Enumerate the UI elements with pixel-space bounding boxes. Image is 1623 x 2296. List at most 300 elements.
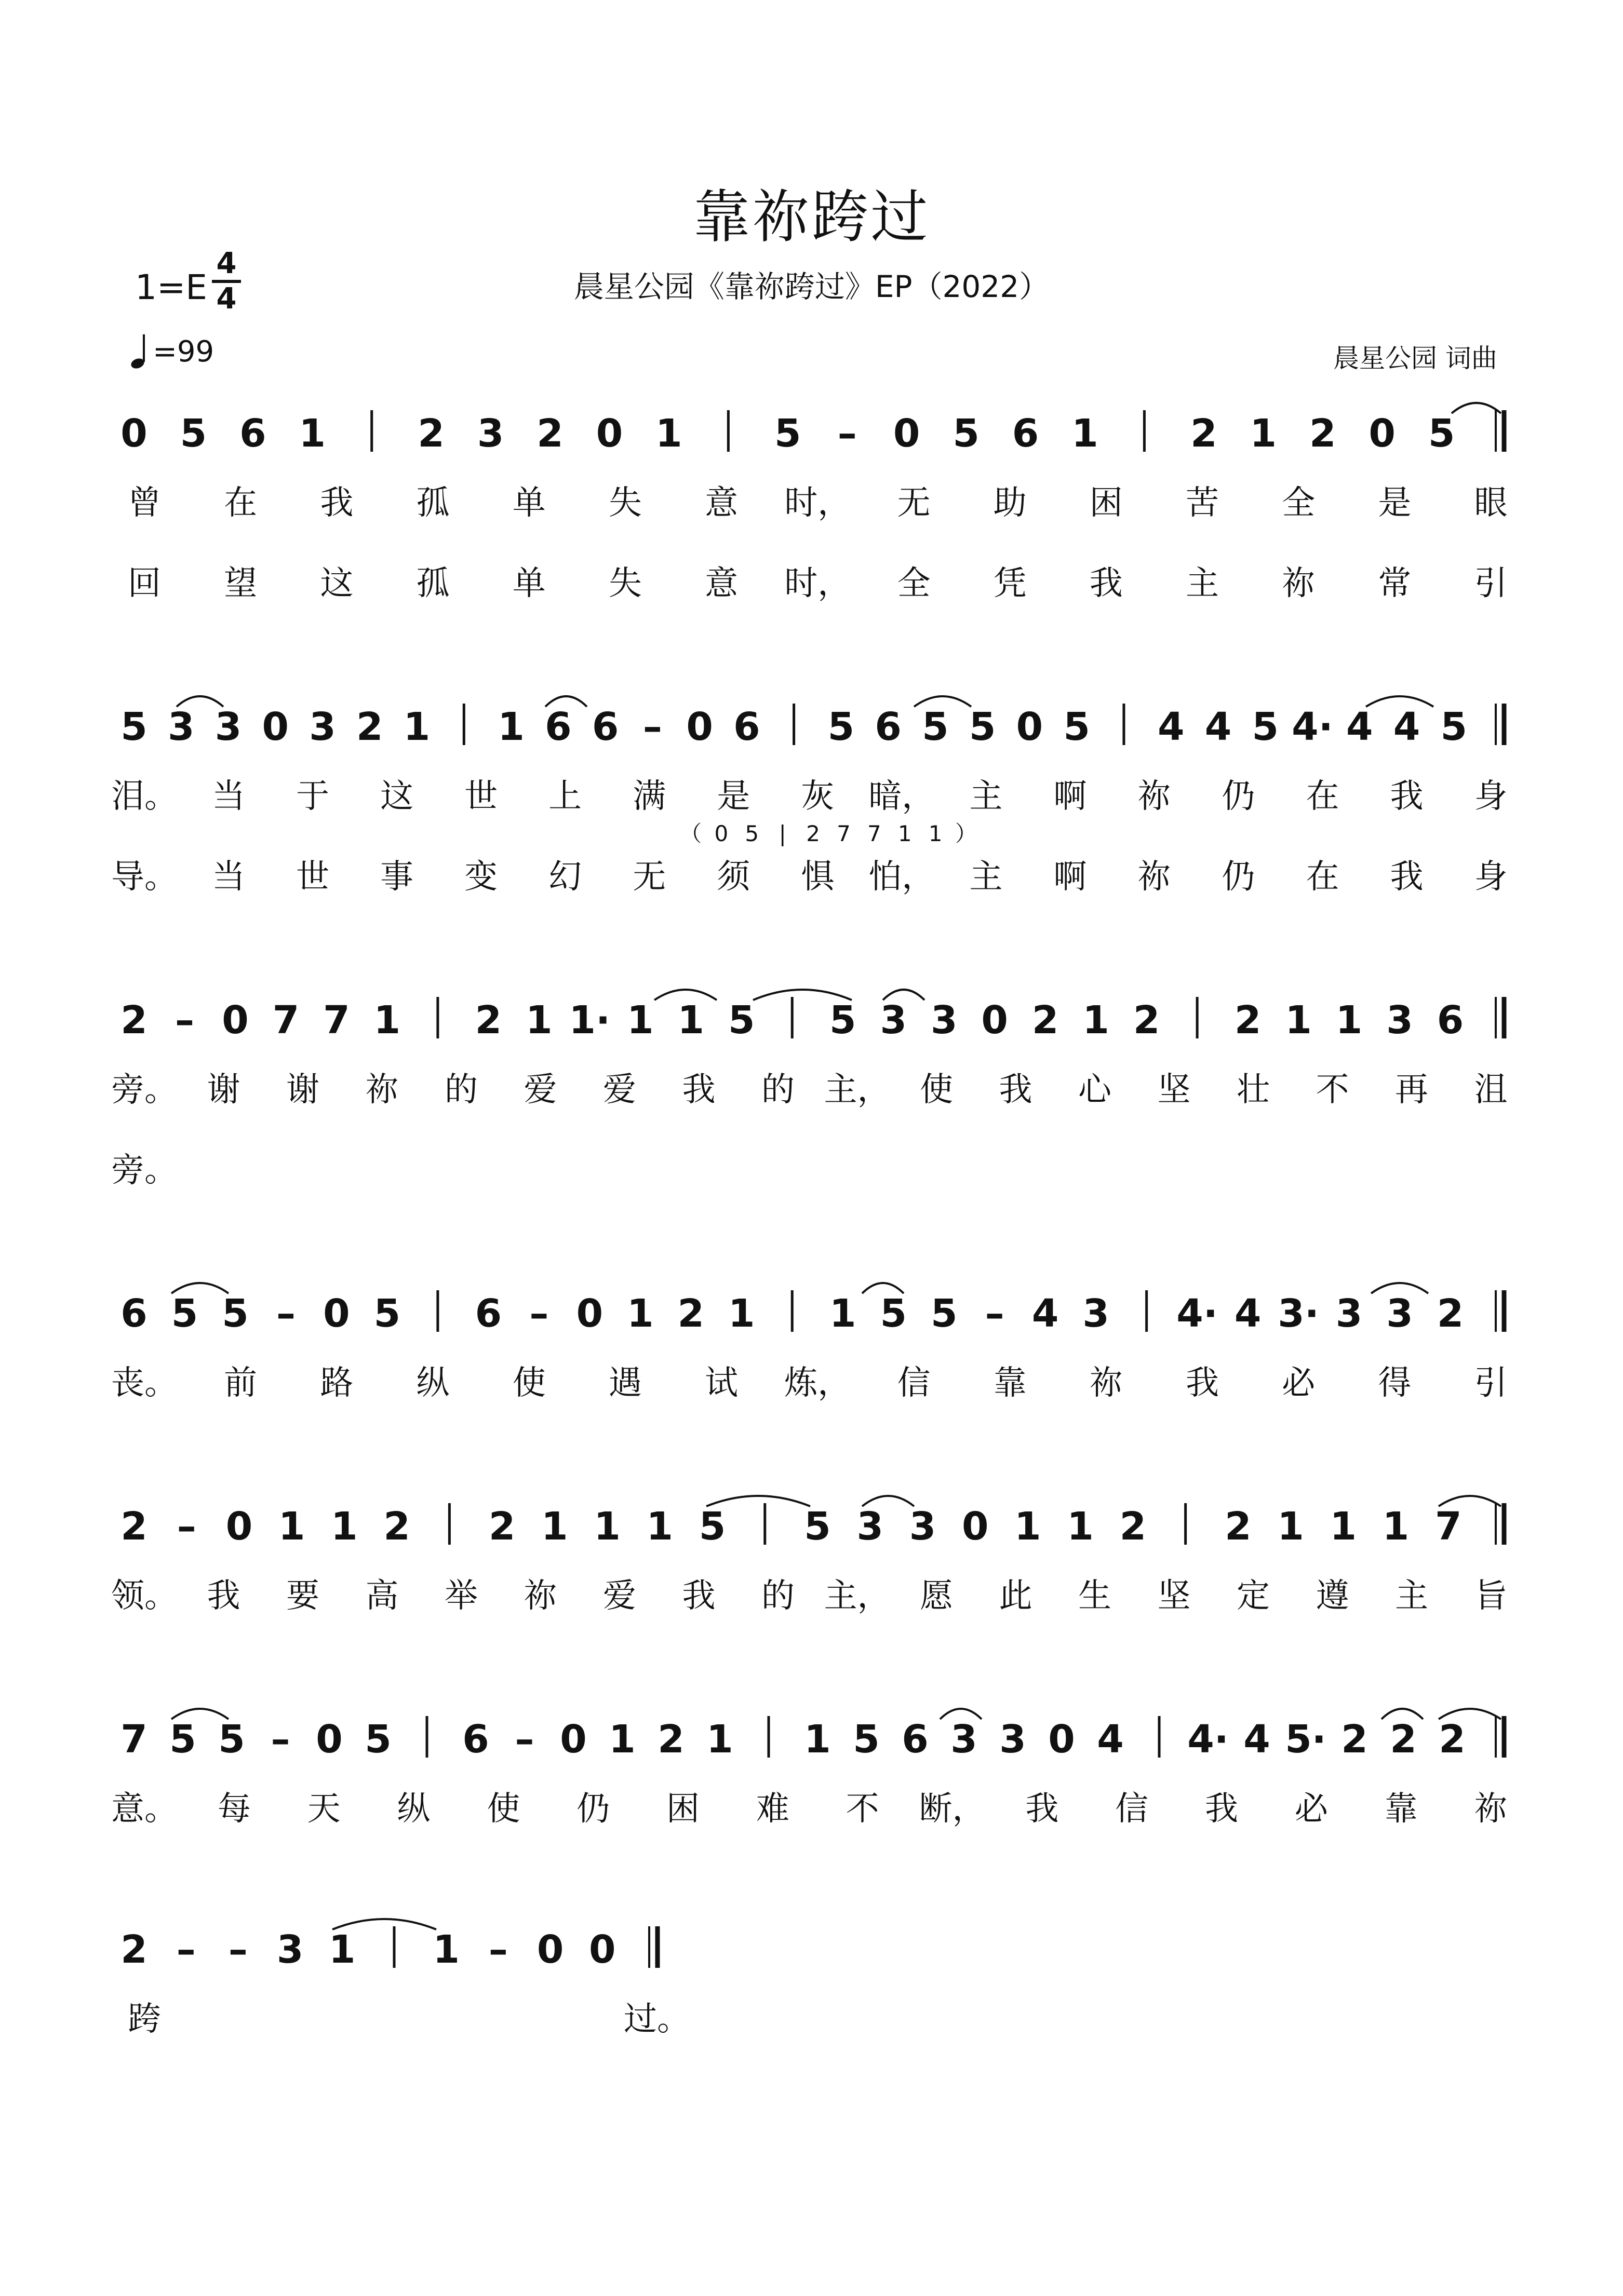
lyric-syllable: 仍 (576, 1790, 610, 1828)
note: 0 (1016, 705, 1043, 749)
note: 0 (576, 1291, 603, 1336)
lyric-syllable: 困 (1089, 484, 1123, 522)
lyric-syllable: 主 (969, 777, 1003, 816)
lyric-syllable: 当 (212, 858, 246, 896)
lyric-syllable: 这 (320, 564, 354, 603)
lyric-syllable: 引 (1474, 1364, 1508, 1402)
lyric-syllable: 天 (307, 1790, 341, 1828)
note: 5 (969, 705, 996, 749)
lyric-syllable: 主 (1395, 1577, 1429, 1615)
lyric-syllable: 路 (320, 1364, 354, 1402)
note: 0 (981, 998, 1008, 1043)
note: 3 (930, 998, 958, 1043)
lyric-syllable: 曾 (128, 484, 161, 522)
lyric-syllable: 祢 (1474, 1790, 1508, 1828)
note: 0 (1369, 411, 1396, 456)
lyric-syllable: 使 (512, 1364, 546, 1402)
note: 2 (475, 998, 502, 1043)
lyric-syllable: 意 (705, 564, 739, 603)
lyric-syllable: 单 (512, 564, 546, 603)
lyric-syllable: 全 (1282, 484, 1316, 522)
note: 3 (909, 1504, 936, 1549)
note: 2 (1119, 1504, 1147, 1549)
note: 3 (950, 1717, 977, 1762)
lyric-syllable: 我 (682, 1071, 716, 1109)
note: – (529, 1291, 549, 1336)
note: 0 (893, 411, 920, 456)
note: 2 (356, 705, 383, 749)
note: 5 (169, 1717, 196, 1762)
lyric-syllable: 我 (1205, 1790, 1239, 1828)
note: 6 (462, 1717, 489, 1762)
note: 0 (596, 411, 623, 456)
note: 5 (1440, 705, 1467, 749)
key-signature: 1=E (135, 267, 207, 307)
note: 1 (403, 705, 431, 749)
note: 6 (120, 1291, 147, 1336)
note: 0 (1048, 1717, 1075, 1762)
note: 1 (1330, 1504, 1357, 1549)
lyric-syllable: 高 (365, 1577, 399, 1615)
lyric-syllable: 这 (380, 777, 414, 816)
lyric-syllable: 愿 (920, 1577, 954, 1615)
note: 1· (569, 998, 611, 1043)
lyric-syllable: 是 (717, 777, 750, 816)
note: 5 (953, 411, 980, 456)
lyric-syllable: 信 (897, 1364, 931, 1402)
note: 1 (646, 1504, 674, 1549)
note: 1 (804, 1717, 831, 1762)
note: 1 (655, 411, 682, 456)
note: 1 (1067, 1504, 1094, 1549)
lyric-syllable: 怕， (868, 858, 935, 896)
lyric-syllable: 使 (920, 1071, 954, 1109)
lyric-syllable: 无 (633, 858, 666, 896)
lyric-syllable: 我 (682, 1577, 716, 1615)
note: 3 (214, 705, 242, 749)
lyric-syllable: 失 (608, 484, 642, 522)
note: 4 (1204, 705, 1232, 749)
note: – (515, 1717, 534, 1762)
lyric-syllable: 得 (1378, 1364, 1412, 1402)
lyric-syllable: 坚 (1157, 1577, 1191, 1615)
lyric-syllable: 主， (824, 1071, 891, 1109)
lyric-syllable: 身 (1474, 777, 1508, 816)
note: 5 (853, 1717, 880, 1762)
lyric-syllable: 过。 (623, 2000, 690, 2038)
lyric-syllable: 引 (1474, 564, 1508, 603)
lyric-syllable: 我 (1185, 1364, 1219, 1402)
note: 5 (930, 1291, 958, 1336)
lyric-syllable: 必 (1294, 1790, 1328, 1828)
note: 2 (1390, 1717, 1417, 1762)
note: – (642, 705, 662, 749)
note: – (271, 1717, 290, 1762)
note: 5 (728, 998, 755, 1043)
note: 4 (1243, 1717, 1270, 1762)
tempo-value: =99 (153, 334, 214, 369)
lyric-syllable: 我 (1025, 1790, 1059, 1828)
note: 6 (239, 411, 266, 456)
lyric-syllable: 祢 (524, 1577, 557, 1615)
lyric-syllable: 事 (380, 858, 414, 896)
alt-notation-symbol: 7 (867, 821, 881, 846)
note: 1 (433, 1927, 460, 1972)
note: 7 (1435, 1504, 1462, 1549)
lyric-syllable: 的 (761, 1577, 795, 1615)
lyric-syllable: 在 (1306, 858, 1339, 896)
lyric-syllable: 孤 (416, 564, 450, 603)
note: 6 (1012, 411, 1039, 456)
lyric-syllable: 孤 (416, 484, 450, 522)
lyric-syllable: 炼， (784, 1364, 851, 1402)
note: 4 (1157, 705, 1185, 749)
lyric-syllable: 泪。 (111, 777, 178, 816)
note: 5 (373, 1291, 401, 1336)
note: 2 (1341, 1717, 1368, 1762)
note: 7 (323, 998, 350, 1043)
note: 1 (1071, 411, 1098, 456)
lyric-syllable: 眼 (1474, 484, 1508, 522)
note: 4· (1187, 1717, 1229, 1762)
note: 4 (1393, 705, 1420, 749)
lyric-syllable: 于 (296, 777, 330, 816)
note: 4 (1097, 1717, 1124, 1762)
lyric-syllable: 回 (128, 564, 161, 603)
note: – (177, 1504, 196, 1549)
note: – (276, 1291, 296, 1336)
lyric-syllable: 断， (919, 1790, 986, 1828)
lyric-syllable: 我 (1089, 564, 1123, 603)
lyric-syllable: 须 (717, 858, 750, 896)
alt-notation-symbol: | (779, 821, 786, 846)
lyric-syllable: 上 (548, 777, 582, 816)
note: 0 (961, 1504, 989, 1549)
note: 6 (475, 1291, 502, 1336)
note: 3 (168, 705, 195, 749)
lyric-syllable: 导。 (111, 858, 178, 896)
lyric-syllable: 主 (1185, 564, 1219, 603)
lyric-syllable: 壮 (1237, 1071, 1270, 1109)
time-signature-top: 4 (216, 247, 237, 280)
lyric-syllable: 遇 (608, 1364, 642, 1402)
note: 2 (488, 1504, 516, 1549)
note: 2 (1439, 1717, 1466, 1762)
note: 6 (902, 1717, 929, 1762)
lyric-syllable: 意。 (111, 1790, 178, 1828)
note: 1 (526, 998, 553, 1043)
lyric-syllable: 意 (705, 484, 739, 522)
note: 1 (1285, 998, 1312, 1043)
lyric-syllable: 定 (1237, 1577, 1270, 1615)
note: 2 (1225, 1504, 1252, 1549)
lyric-syllable: 此 (999, 1577, 1032, 1615)
note: 2 (1309, 411, 1336, 456)
note: 2 (383, 1504, 410, 1549)
lyric-syllable: 遵 (1316, 1577, 1349, 1615)
note: 5 (365, 1717, 392, 1762)
alt-notation-symbol: 0 (714, 821, 729, 846)
lyric-syllable: 时， (784, 484, 851, 522)
lyric-syllable: 沮 (1474, 1071, 1508, 1109)
lyric-syllable: 身 (1474, 858, 1508, 896)
note: 2 (1437, 1291, 1464, 1336)
lyric-syllable: 纵 (397, 1790, 431, 1828)
lyric-syllable: 我 (999, 1071, 1032, 1109)
note: 3 (1386, 1291, 1413, 1336)
note: – (175, 998, 194, 1043)
note: 0 (316, 1717, 343, 1762)
note: 3 (1082, 1291, 1109, 1336)
note: 2 (1133, 998, 1160, 1043)
lyric-syllable: 在 (224, 484, 258, 522)
note: 6 (1437, 998, 1464, 1043)
lyric-syllable: 纵 (416, 1364, 450, 1402)
note: 0 (323, 1291, 350, 1336)
note: 1 (627, 998, 654, 1043)
lyric-syllable: 爱 (603, 1071, 637, 1109)
note: 5 (218, 1717, 245, 1762)
lyric-syllable: 幻 (548, 858, 582, 896)
note: 2 (1031, 998, 1059, 1043)
lyric-syllable: 爱 (603, 1577, 637, 1615)
lyric-syllable: 要 (286, 1577, 320, 1615)
note: 3 (276, 1927, 304, 1972)
lyric-syllable: 旨 (1474, 1577, 1508, 1615)
note: 1 (373, 998, 401, 1043)
note: 2 (536, 411, 564, 456)
lyric-syllable: 仍 (1222, 858, 1255, 896)
note: – (837, 411, 857, 456)
lyric-syllable: 的 (761, 1071, 795, 1109)
note: 5 (120, 705, 147, 749)
lyric-syllable: 每 (217, 1790, 251, 1828)
lyric-syllable: 凭 (993, 564, 1027, 603)
lyric-syllable: 祢 (1137, 858, 1171, 896)
note: 7 (272, 998, 300, 1043)
note: 5 (804, 1504, 831, 1549)
lyric-syllable: 变 (464, 858, 498, 896)
note: 5 (922, 705, 949, 749)
alt-notation-symbol: ） (955, 821, 977, 846)
note: 1 (1250, 411, 1277, 456)
lyric-syllable: 仍 (1222, 777, 1255, 816)
note: – (985, 1291, 1004, 1336)
note: 1 (331, 1504, 358, 1549)
lyric-syllable: 主 (969, 858, 1003, 896)
lyric-syllable: 望 (224, 564, 258, 603)
note: 1 (278, 1504, 305, 1549)
note: 6 (875, 705, 902, 749)
note: 2 (120, 1504, 147, 1549)
lyric-syllable: 再 (1395, 1071, 1429, 1109)
lyric-syllable: 不 (846, 1790, 879, 1828)
lyric-syllable: 祢 (1137, 777, 1171, 816)
lyric-syllable: 试 (705, 1364, 739, 1402)
alt-notation-symbol: 1 (897, 821, 912, 846)
note: 1 (627, 1291, 654, 1336)
song-subtitle: 晨星公园《靠祢跨过》EP（2022） (573, 269, 1050, 304)
note: 0 (262, 705, 289, 749)
note: 1 (1014, 1504, 1041, 1549)
lyric-syllable: 常 (1378, 564, 1412, 603)
note: 1 (299, 411, 326, 456)
lyric-syllable: 苦 (1185, 484, 1219, 522)
lyric-syllable: 靠 (1384, 1790, 1418, 1828)
note: 4 (1346, 705, 1373, 749)
lyric-syllable: 必 (1282, 1364, 1316, 1402)
note: 0 (225, 1504, 253, 1549)
lyric-syllable: 靠 (993, 1364, 1027, 1402)
note: 0 (536, 1927, 564, 1972)
alt-notation-symbol: 1 (928, 821, 943, 846)
note: 2 (1190, 411, 1217, 456)
note: 5 (829, 998, 856, 1043)
note: 5 (827, 705, 855, 749)
lyric-syllable: 丧。 (111, 1364, 178, 1402)
note: 6 (592, 705, 619, 749)
lyric-syllable: 跨 (128, 2000, 161, 2038)
note: 5 (1063, 705, 1090, 749)
lyric-syllable: 信 (1115, 1790, 1149, 1828)
note: 1 (594, 1504, 621, 1549)
slur (1452, 403, 1501, 413)
lyric-syllable: 心 (1078, 1071, 1112, 1109)
lyric-syllable: 世 (464, 777, 498, 816)
alt-notation-symbol: 2 (806, 821, 820, 846)
note: 1 (829, 1291, 856, 1336)
lyric-syllable: 全 (897, 564, 931, 603)
alt-notation-symbol: （ (679, 821, 702, 846)
note: 3 (1386, 998, 1413, 1043)
note: 0 (222, 998, 249, 1043)
lyric-syllable: 单 (512, 484, 546, 522)
note: 5 (699, 1504, 726, 1549)
note: 2 (1234, 998, 1262, 1043)
lyric-syllable: 在 (1306, 777, 1339, 816)
lyric-syllable: 当 (212, 777, 246, 816)
note: 6 (545, 705, 572, 749)
note: 0 (686, 705, 713, 749)
lyric-syllable: 难 (756, 1790, 789, 1828)
lyric-syllable: 使 (487, 1790, 520, 1828)
lyric-syllable: 灰 (801, 777, 835, 816)
note: 1 (541, 1504, 568, 1549)
lyric-syllable: 世 (296, 858, 330, 896)
credit: 晨星公园 词曲 (1333, 343, 1497, 373)
note: 0 (560, 1717, 587, 1762)
lyric-syllable: 祢 (1282, 564, 1316, 603)
lyric-syllable: 满 (633, 777, 666, 816)
lyric-syllable: 爱 (524, 1071, 557, 1109)
lyric-syllable: 失 (608, 564, 642, 603)
lyric-syllable: 旁。 (111, 1151, 178, 1190)
note: 2 (418, 411, 445, 456)
note: 1 (1335, 998, 1363, 1043)
note: 1 (1382, 1504, 1410, 1549)
note: 3 (477, 411, 504, 456)
lyric-syllable: 时， (784, 564, 851, 603)
lyric-syllable: 主， (824, 1577, 891, 1615)
lyric-syllable: 前 (224, 1364, 258, 1402)
lyric-syllable: 的 (445, 1071, 478, 1109)
note: 5· (1285, 1717, 1326, 1762)
lyric-syllable: 我 (1390, 777, 1424, 816)
note: – (228, 1927, 248, 1972)
note: 1 (329, 1927, 356, 1972)
note: 1 (498, 705, 525, 749)
lyric-syllable: 不 (1316, 1071, 1349, 1109)
lyric-syllable: 谢 (286, 1071, 320, 1109)
time-signature-bottom: 4 (216, 282, 237, 316)
note: 5 (171, 1291, 198, 1336)
note: 2 (120, 998, 147, 1043)
lyric-syllable: 助 (993, 484, 1027, 522)
note: 5 (1252, 705, 1279, 749)
note: 3 (1335, 1291, 1363, 1336)
note: 1 (677, 998, 705, 1043)
lyric-syllable: 生 (1078, 1577, 1112, 1615)
note: 2 (658, 1717, 685, 1762)
lyric-syllable: 困 (666, 1790, 700, 1828)
note: 1 (728, 1291, 755, 1336)
note: 3 (856, 1504, 883, 1549)
note: 3· (1278, 1291, 1319, 1336)
note: 1 (706, 1717, 733, 1762)
lyric-syllable: 旁。 (111, 1071, 178, 1109)
lyric-syllable: 领。 (111, 1577, 178, 1615)
note: – (488, 1927, 508, 1972)
lyric-syllable: 举 (445, 1577, 478, 1615)
lyric-syllable: 谢 (207, 1071, 240, 1109)
note: 5 (774, 411, 801, 456)
alt-notation-symbol: 7 (837, 821, 851, 846)
note: 1 (1277, 1504, 1304, 1549)
note: 0 (589, 1927, 616, 1972)
note: 3 (999, 1717, 1026, 1762)
lyric-syllable: 坚 (1157, 1071, 1191, 1109)
lyric-syllable: 啊 (1053, 777, 1087, 816)
note: 3 (880, 998, 907, 1043)
note: 5 (880, 1291, 907, 1336)
note: 2 (120, 1927, 147, 1972)
lyric-syllable: 是 (1378, 484, 1412, 522)
alt-notation-symbol: 5 (745, 821, 759, 846)
note: 4 (1234, 1291, 1262, 1336)
note: 5 (180, 411, 207, 456)
lyric-syllable: 我 (1390, 858, 1424, 896)
lyric-syllable: 惧 (801, 858, 835, 896)
lyric-syllable: 祢 (365, 1071, 399, 1109)
note: 6 (733, 705, 760, 749)
note: 5 (222, 1291, 249, 1336)
lyric-syllable: 暗， (868, 777, 935, 816)
note: 3 (309, 705, 336, 749)
note: 5 (1428, 411, 1455, 456)
lyric-syllable: 啊 (1053, 858, 1087, 896)
note: 2 (677, 1291, 705, 1336)
lyric-syllable: 祢 (1089, 1364, 1123, 1402)
lyric-syllable: 我 (207, 1577, 240, 1615)
song-title: 靠祢跨过 (693, 184, 930, 250)
note: 1 (609, 1717, 636, 1762)
lyric-syllable: 无 (897, 484, 931, 522)
note: 1 (1082, 998, 1109, 1043)
note: 4 (1031, 1291, 1059, 1336)
note: 7 (120, 1717, 147, 1762)
lyric-syllable: 我 (320, 484, 354, 522)
note: 0 (120, 411, 147, 456)
